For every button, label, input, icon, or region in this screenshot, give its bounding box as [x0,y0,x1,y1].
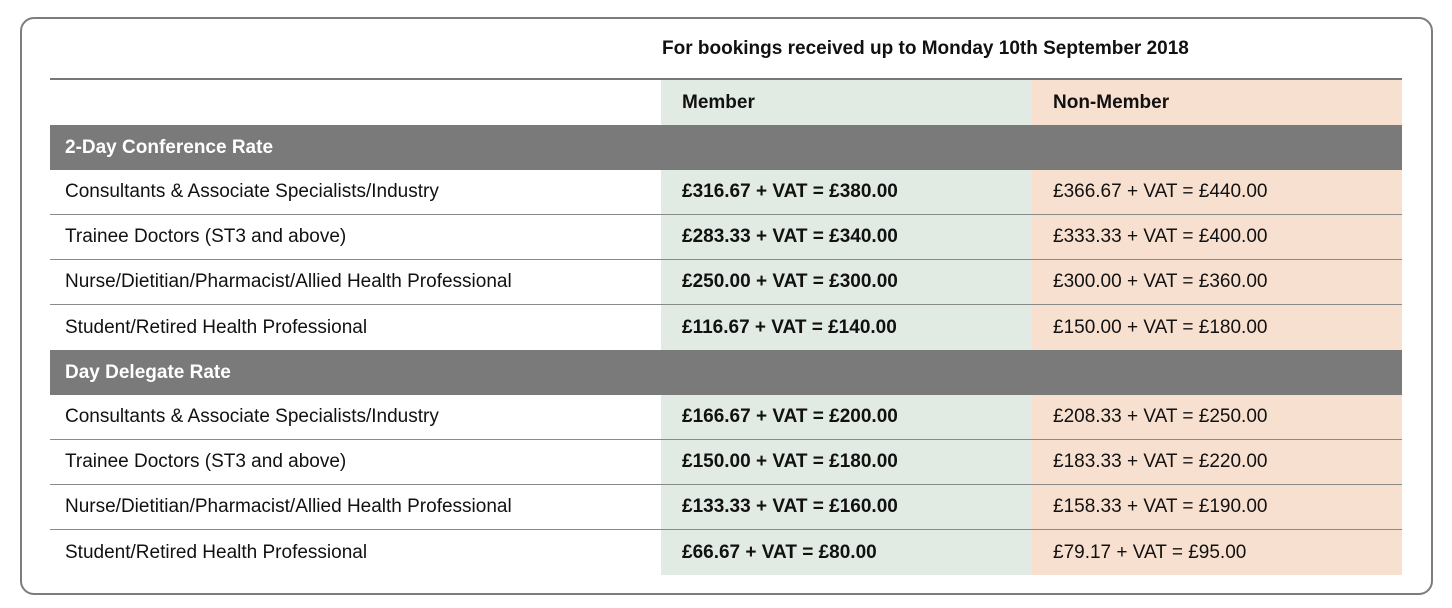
pricing-table [50,80,1402,575]
section-header-conference: 2-Day Conference Rate [50,125,1402,170]
non-member-price: £208.33 + VAT = £250.00 [1032,395,1402,439]
row-label: Student/Retired Health Professional [65,316,368,338]
member-price: £166.67 + VAT = £200.00 [661,395,1032,439]
pricing-heading: For bookings received up to Monday 10th September 2018 [662,38,1189,59]
table-row [50,395,1402,440]
non-member-price: £158.33 + VAT = £190.00 [1032,485,1402,529]
table-row [50,170,1402,215]
column-header-member: Member [661,80,1032,125]
table-row [50,305,1402,350]
row-label: Trainee Doctors (ST3 and above) [65,451,347,472]
row-label: Trainee Doctors (ST3 and above) [65,226,347,247]
table-row [50,440,1402,485]
column-header-row [50,80,1402,125]
member-price: £150.00 + VAT = £180.00 [661,440,1032,484]
non-member-price: £300.00 + VAT = £360.00 [1032,260,1402,304]
non-member-price: £333.33 + VAT = £400.00 [1032,215,1402,259]
table-row [50,215,1402,260]
member-price: £283.33 + VAT = £340.00 [661,215,1032,259]
table-row [50,485,1402,530]
section-header-day-delegate: Day Delegate Rate [50,350,1402,395]
row-label: Nurse/Dietitian/Pharmacist/Allied Health Professional [65,496,512,517]
non-member-price: £150.00 + VAT = £180.00 [1032,305,1402,350]
member-price: £316.67 + VAT = £380.00 [661,170,1032,214]
non-member-price: £366.67 + VAT = £440.00 [1032,170,1402,214]
non-member-price: £79.17 + VAT = £95.00 [1032,530,1402,575]
non-member-price: £183.33 + VAT = £220.00 [1032,440,1402,484]
row-label: Consultants & Associate Specialists/Industry [65,406,439,427]
row-label: Consultants & Associate Specialists/Industry [65,181,439,202]
row-label: Student/Retired Health Professional [65,541,368,563]
table-row [50,530,1402,575]
member-price: £116.67 + VAT = £140.00 [661,305,1032,350]
row-label: Nurse/Dietitian/Pharmacist/Allied Health Professional [65,271,512,292]
member-price: £66.67 + VAT = £80.00 [661,530,1032,575]
column-header-blank [50,80,661,125]
member-price: £133.33 + VAT = £160.00 [661,485,1032,529]
table-row [50,260,1402,305]
member-price: £250.00 + VAT = £300.00 [661,260,1032,304]
column-header-non-member: Non-Member [1032,80,1402,125]
